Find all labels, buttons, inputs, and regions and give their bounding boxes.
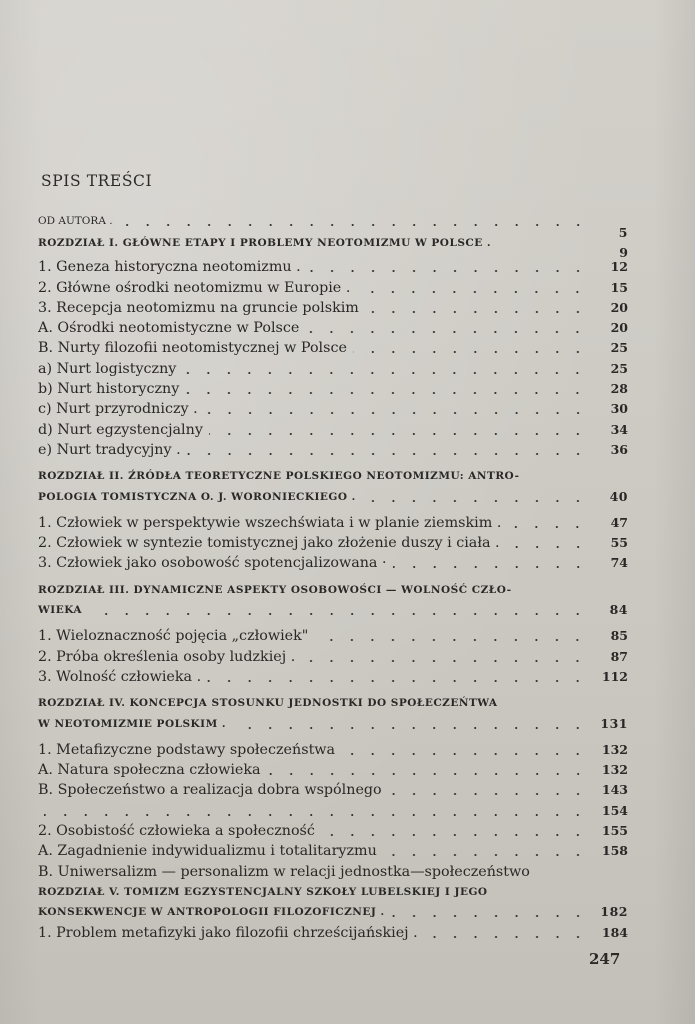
toc-entry xyxy=(38,533,628,553)
toc-entry-page: 143 xyxy=(601,782,628,798)
leader-dots xyxy=(353,350,588,354)
toc-chapter-line xyxy=(38,466,628,486)
toc-entry-label: 2. Człowiek w syntezie tomistycznej jako złożenie duszy i ciała . xyxy=(38,535,500,552)
toc-entry xyxy=(38,800,628,820)
toc-entry xyxy=(38,358,628,378)
toc-entry-label: 1. Człowiek w perspektywie wszechświata i w planie ziemskim . xyxy=(38,514,502,531)
toc-entry xyxy=(38,667,628,687)
toc-entry-label: OD AUTORA . xyxy=(38,215,113,227)
toc-entry-page: 12 xyxy=(610,259,628,275)
leader-dots xyxy=(88,612,588,616)
leader-dots xyxy=(341,752,588,756)
toc-entry-page: 182 xyxy=(600,904,628,920)
toc-entry-page: 154 xyxy=(601,802,628,818)
toc-entry-label: c) Nurt przyrodniczy . xyxy=(38,401,198,418)
toc-chapter-label-line1: ROZDZIAŁ III. DYNAMICZNE ASPEKTY OSOBOWOŚCI — WOLNOŚĆ CZŁO- xyxy=(38,583,512,596)
leader-dots xyxy=(362,499,588,503)
toc-entry xyxy=(38,513,628,533)
toc-entry-page: 84 xyxy=(609,602,628,618)
toc-entry xyxy=(38,600,628,620)
toc-entry xyxy=(38,780,628,800)
leader-dots xyxy=(356,290,588,294)
toc-entry-label: B. Uniwersalizm — personalizm w relacji jednostka—społeczeństwo xyxy=(38,863,530,880)
leader-dots xyxy=(307,269,588,273)
toc-entry-page: 155 xyxy=(601,823,628,839)
leader-dots xyxy=(187,452,588,456)
toc-entry-page: 25 xyxy=(610,360,628,376)
leader-dots xyxy=(391,914,588,918)
toc-entry-page: 74 xyxy=(610,555,628,571)
toc-entry xyxy=(38,821,628,841)
toc-entry-page: 158 xyxy=(601,843,628,859)
leader-dots xyxy=(182,371,588,375)
toc-entry-label: 1. Metafizyczne podstawy społeczeństwa xyxy=(38,741,336,758)
toc-entry-page: 47 xyxy=(610,514,628,530)
toc-entry-label: ROZDZIAŁ I. GŁÓWNE ETAPY I PROBLEMY NEOTOMIZMU W POLSCE . xyxy=(38,237,492,249)
toc-entry-label: A. Zagadnienie indywidualizmu i totalitaryzmu xyxy=(38,843,377,860)
toc-entry-page: 36 xyxy=(610,441,628,457)
toc-entry-label: e) Nurt tradycyjny . xyxy=(38,441,181,458)
toc-entry-label: a) Nurt logistyczny xyxy=(38,360,177,377)
leader-dots xyxy=(424,935,588,939)
leader-dots xyxy=(314,638,588,642)
toc-entry-page: 20 xyxy=(610,299,628,315)
toc-entry-label: W NEOTOMIZMIE POLSKIM . xyxy=(38,717,227,730)
leader-dots xyxy=(305,330,588,334)
toc-entry-page: 85 xyxy=(610,628,628,644)
toc-entry xyxy=(38,298,628,318)
toc-entry-page: 131 xyxy=(600,715,628,731)
toc-entry-label: 3. Wolność człowieka . xyxy=(38,668,202,685)
toc-chapter-line xyxy=(38,693,628,713)
leader-dots xyxy=(204,411,588,415)
toc-entry-label: d) Nurt egzystencjalny xyxy=(38,421,203,438)
leader-dots xyxy=(388,792,588,796)
toc-chapter-line xyxy=(38,579,628,599)
toc-entry-page: 184 xyxy=(601,924,628,940)
toc-entry-label: 1. Geneza historyczna neotomizmu . xyxy=(38,259,301,276)
leader-dots xyxy=(209,432,588,436)
leader-dots xyxy=(506,545,588,549)
toc-entry-label: B. Społeczeństwo a realizacja dobra wspólnego xyxy=(38,782,382,799)
toc-entry-page: 20 xyxy=(610,320,628,336)
toc-entry xyxy=(38,213,628,231)
toc-entry-label: 1. Problem metafizyki jako filozofii chrześcijańskiej . xyxy=(38,924,418,941)
toc-entry xyxy=(38,553,628,573)
toc-entry xyxy=(38,646,628,666)
toc-entry-page: 87 xyxy=(610,648,628,664)
toc-entry-label: POLOGIA TOMISTYCZNA O. J. WORONIECKIEGO . xyxy=(38,490,356,503)
leader-dots xyxy=(321,833,588,837)
toc-entry xyxy=(38,419,628,439)
toc-entry xyxy=(38,713,628,733)
toc-heading: SPIS TREŚCI xyxy=(41,172,153,190)
toc-entry-page: 55 xyxy=(610,535,628,551)
toc-chapter-label-line1: ROZDZIAŁ II. ŹRÓDŁA TEORETYCZNE POLSKIEGO NEOTOMIZMU: ANTRO- xyxy=(38,470,520,483)
toc-entry-page: 5 xyxy=(618,225,628,240)
toc-entry-label: 1. Wieloznaczność pojęcia „człowiek" xyxy=(38,628,309,645)
leader-dots xyxy=(232,726,588,730)
toc-entry-page: 30 xyxy=(610,401,628,417)
toc-entry xyxy=(38,760,628,780)
toc-entry xyxy=(38,379,628,399)
toc-entry-page: 40 xyxy=(609,488,628,504)
leader-dots xyxy=(44,813,588,817)
leader-dots xyxy=(119,223,588,227)
toc-entry xyxy=(38,740,628,760)
toc-entry xyxy=(38,922,628,942)
toc-entry xyxy=(38,861,628,881)
toc-chapter-label-line1: ROZDZIAŁ IV. KONCEPCJA STOSUNKU JEDNOSTKI DO SPOŁECZEŃTWA xyxy=(38,697,498,710)
toc-entry-label: 2. Osobistość człowieka a społeczność xyxy=(38,823,315,840)
toc-entry-label: A. Ośrodki neotomistyczne w Polsce xyxy=(38,320,300,337)
leader-dots xyxy=(365,310,588,314)
toc-entry-label: 2. Próba określenia osoby ludzkiej . xyxy=(38,648,296,665)
toc-entry xyxy=(38,486,628,506)
table-of-contents xyxy=(38,213,628,943)
toc-entry-label: b) Nurt historyczny xyxy=(38,381,180,398)
toc-entry-page: 112 xyxy=(601,668,628,684)
toc-entry xyxy=(38,440,628,460)
toc-chapter-line xyxy=(38,882,628,902)
leader-dots xyxy=(267,772,588,776)
leader-dots xyxy=(207,679,588,683)
toc-entry xyxy=(38,841,628,861)
toc-entry-label: 3. Recepcja neotomizmu na gruncie polskim xyxy=(38,299,359,316)
toc-entry-page: 28 xyxy=(610,381,628,397)
leader-dots xyxy=(383,853,588,857)
toc-entry-page: 15 xyxy=(610,279,628,295)
toc-entry-page: 34 xyxy=(610,421,628,437)
toc-entry-label: 2. Główne ośrodki neotomizmu w Europie . xyxy=(38,279,351,296)
toc-entry-page: 25 xyxy=(610,340,628,356)
toc-entry-label: A. Natura społeczna człowieka xyxy=(38,762,261,779)
toc-entry xyxy=(38,277,628,297)
toc-entry xyxy=(38,626,628,646)
toc-entry xyxy=(38,257,628,277)
toc-entry-page: 132 xyxy=(601,741,628,757)
toc-entry xyxy=(38,399,628,419)
toc-entry-label: 3. Człowiek jako osobowość spotencjalizowana · xyxy=(38,555,387,572)
toc-entry xyxy=(38,902,628,922)
leader-dots xyxy=(301,659,588,663)
toc-entry-label: KONSEKWENCJE W ANTROPOLOGII FILOZOFICZNEJ . xyxy=(38,906,385,919)
toc-entry-page: 132 xyxy=(601,762,628,778)
toc-entry-label: WIEKA xyxy=(38,604,83,617)
page-number: 247 xyxy=(589,950,621,968)
toc-entry-page: 9 xyxy=(619,245,628,260)
leader-dots xyxy=(393,565,588,569)
toc-entry xyxy=(38,338,628,358)
toc-entry xyxy=(38,318,628,338)
toc-entry-label: B. Nurty filozofii neotomistycznej w Polsce xyxy=(38,340,347,357)
toc-chapter-label-line1: ROZDZIAŁ V. TOMIZM EGZYSTENCJALNY SZKOŁY LUBELSKIEJ I JEGO xyxy=(38,885,488,898)
leader-dots xyxy=(507,525,588,529)
leader-dots xyxy=(185,391,588,395)
